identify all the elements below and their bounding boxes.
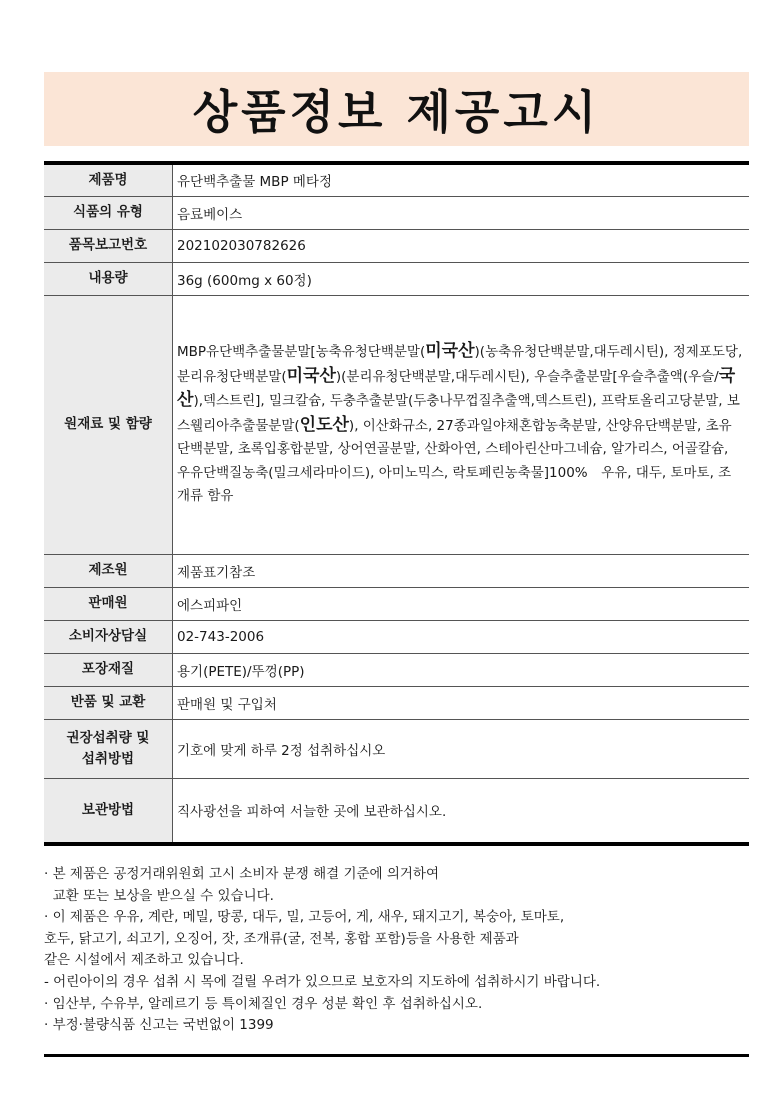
label-packaging: 포장재질 xyxy=(44,653,173,686)
value-product-name: 유단백추출물 MBP 메타정 xyxy=(173,163,750,196)
origin-mark: 인도산 xyxy=(299,414,349,435)
table-row xyxy=(44,295,749,554)
label-intake-line2: 섭취방법 xyxy=(81,750,135,767)
notice-line: · 이 제품은 우유, 계란, 메밀, 땅콩, 대두, 밀, 고등어, 게, 새우, 돼지고기, 복숭아, 토마토, xyxy=(44,909,565,926)
table-row xyxy=(44,719,749,778)
label-intake xyxy=(44,719,173,778)
table-row xyxy=(44,620,749,653)
ingredients-text: MBP유단백추출물분말[농축유청단백분말( xyxy=(177,344,426,361)
product-info-table xyxy=(44,161,749,846)
notice-line: · 임산부, 수유부, 알레르기 등 특이체질인 경우 성분 확인 후 섭취하십시오. xyxy=(44,995,483,1012)
ingredients-text: ),덱스트린], 밀크칼슘, 두충추출분말(두충나무껍질추출액,덱스트린), 프락토올리고당분말, 보스웰리아추출물분말( xyxy=(177,393,740,434)
value-ingredients xyxy=(173,295,750,554)
value-intake: 기호에 맞게 하루 2정 섭취하십시오 xyxy=(173,719,750,778)
origin-mark: 미국산 xyxy=(286,365,336,386)
label-manufacturer: 제조원 xyxy=(44,554,173,587)
notice-line: 호두, 닭고기, 쇠고기, 오징어, 잣, 조개류(굴, 전복, 홍합 포함)등을 사용한 제품과 xyxy=(44,930,519,947)
value-seller: 에스피파인 xyxy=(173,587,750,620)
ingredients-text: ), 이산화규소, 27종과일야채혼합농축분말, 산양유단백분말, 초유단백분말, 초록입홍합분말, 상어연골분말, 산화아연, 스테아린산마그네슘, 알가리스, 어골칼슘, 우유단백질농축(밀크세라마이드), 아미노믹스, 락토페린농축물]100% 우유, 대두, 토마토, 조개류 함유 xyxy=(177,417,732,505)
ingredients-text: )(분리유청단백분말,대두레시틴), 우슬추출분말[우슬추출액(우슬/ xyxy=(335,368,719,385)
label-product-name: 제품명 xyxy=(44,163,173,196)
value-customer-service: 02-743-2006 xyxy=(173,620,750,653)
table-row xyxy=(44,587,749,620)
table-row xyxy=(44,778,749,844)
bottom-divider xyxy=(44,1054,749,1057)
notice-line: 교환 또는 보상을 받으실 수 있습니다. xyxy=(44,887,274,904)
value-net-content: 36g (600mg x 60정) xyxy=(173,262,750,295)
label-ingredients: 원재료 및 함량 xyxy=(44,295,173,554)
label-intake-line1: 권장섭취량 및 xyxy=(66,729,150,746)
title-banner xyxy=(44,72,749,146)
origin-mark: 국산 xyxy=(177,365,736,411)
origin-mark: 미국산 xyxy=(425,341,475,362)
notice-line: · 부정·불량식품 신고는 국번없이 1399 xyxy=(44,1017,274,1034)
notice-line: - 어린아이의 경우 섭취 시 목에 걸릴 우려가 있으므로 보호자의 지도하에 섭취하시기 바랍니다. xyxy=(44,973,601,990)
table-row xyxy=(44,196,749,229)
label-food-type: 식품의 유형 xyxy=(44,196,173,229)
value-returns: 판매원 및 구입처 xyxy=(173,686,750,719)
page-title: 상품정보 제공고시 xyxy=(192,85,601,139)
ingredients-text: )(농축유청단백분말,대두레시틴), 정제포도당, 분리유청단백분말( xyxy=(177,344,743,385)
table-row xyxy=(44,686,749,719)
label-customer-service: 소비자상담실 xyxy=(44,620,173,653)
value-report-number: 202102030782626 xyxy=(173,229,750,262)
value-storage: 직사광선을 피하여 서늘한 곳에 보관하십시오. xyxy=(173,778,750,844)
value-food-type: 음료베이스 xyxy=(173,196,750,229)
table-row xyxy=(44,653,749,686)
label-net-content: 내용량 xyxy=(44,262,173,295)
label-storage: 보관방법 xyxy=(44,778,173,844)
notice-line: 같은 시설에서 제조하고 있습니다. xyxy=(44,952,244,969)
table-row xyxy=(44,554,749,587)
notice-section xyxy=(44,864,749,1037)
notice-line: · 본 제품은 공정거래위원회 고시 소비자 분쟁 해결 기준에 의거하여 xyxy=(44,866,440,882)
label-seller: 판매원 xyxy=(44,587,173,620)
table-row xyxy=(44,163,749,196)
table-row xyxy=(44,262,749,295)
value-manufacturer: 제품표기참조 xyxy=(173,554,750,587)
value-packaging: 용기(PETE)/뚜껑(PP) xyxy=(173,653,750,686)
label-report-number: 품목보고번호 xyxy=(44,229,173,262)
table-row xyxy=(44,229,749,262)
label-returns: 반품 및 교환 xyxy=(44,686,173,719)
